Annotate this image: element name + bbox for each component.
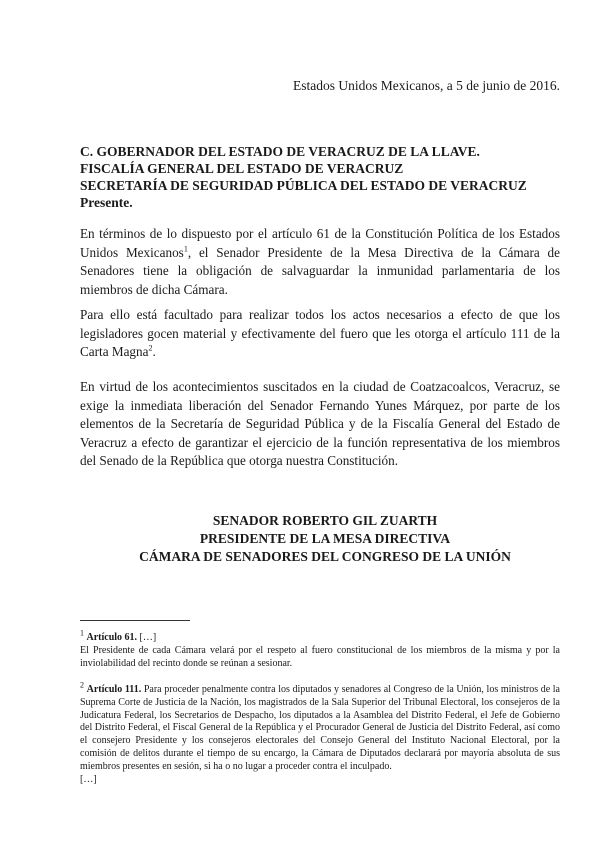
signature-title: PRESIDENTE DE LA MESA DIRECTIVA xyxy=(199,531,451,546)
footnote-ref-2: 2 xyxy=(148,343,153,353)
addressee-fiscalia: FISCALÍA GENERAL DEL ESTADO DE VERACRUZ xyxy=(80,161,404,176)
date-line: Estados Unidos Mexicanos, a 5 de junio de 2016. xyxy=(293,78,560,93)
footnote-2-ellipsis: […] xyxy=(80,773,97,785)
footnote-2-heading: Artículo 111. xyxy=(86,684,142,695)
footnote-2 xyxy=(80,680,560,786)
footnote-1-text: El Presidente de cada Cámara velará por el respeto al fuero constitucional de los miembros de la misma y por la inviolabilidad del recinto donde se reúnan a sesionar. xyxy=(80,644,560,669)
footnote-1-ellipsis: […] xyxy=(137,632,157,643)
signature-name: SENADOR ROBERTO GIL ZUARTH xyxy=(212,513,438,528)
p2-text-b: . xyxy=(152,344,156,359)
addressee-governor: C. GOBERNADOR DEL ESTADO DE VERACRUZ DE LA LLAVE. xyxy=(80,144,480,159)
paragraph-article-61 xyxy=(80,225,560,299)
p1-text-a: En términos de lo dispuesto por el artículo 61 de la Constitución Política de los Estados Unidos Mexicanos xyxy=(80,226,560,260)
paragraph-article-111 xyxy=(80,306,560,362)
addressee-presente: Presente. xyxy=(80,195,133,210)
addressee-secretaria: SECRETARÍA DE SEGURIDAD PÚBLICA DEL ESTADO DE VERACRUZ xyxy=(80,178,527,193)
footnote-2-number: 2 xyxy=(80,680,84,690)
footnote-1 xyxy=(80,628,560,670)
addressee-block xyxy=(80,143,560,211)
paragraph-demand: En virtud de los acontecimientos suscitados en la ciudad de Coatzacoalcos, Veracruz, se exige la inmediata liberación del Senador Fernando Yunes Márquez, por parte de los elementos de la Secretaría de Seguridad Pública y de la Fiscalía General del Estado de Veracruz a efecto de garantizar el ejercicio de la función representativa de los miembros del Senado de la República que otorga nuestra Constitución. xyxy=(80,379,560,468)
footnote-1-heading: Artículo 61. xyxy=(86,632,138,643)
footnote-1-number: 1 xyxy=(80,628,84,638)
p2-text-a: Para ello está facultado para realizar todos los actos necesarios a efecto de que los legisladores gocen material y efectivamente del fuero que les otorga el artículo 111 de la Carta Magna xyxy=(80,307,560,359)
signature-institution: CÁMARA DE SENADORES DEL CONGRESO DE LA UNIÓN xyxy=(139,549,511,564)
footnote-2-text: Para proceder penalmente contra los diputados y senadores al Congreso de la Unión, los ministros de la Suprema Corte de Justicia de la Nación, los magistrados de la Sala Superior del Tribunal Electoral, los consejeros de la Judicatura Federal, los Secretarios de Despacho, los diputados a la Asamblea del Distrito Federal, el Jefe de Gobierno del Distrito Federal, el Fiscal General de la República y el Procurador General de Justicia del Distrito Federal, así como el consejero Presidente y los consejeros electorales del Consejo General del Instituto Nacional Electoral, por la comisión de delitos durante el tiempo de su encargo, la Cámara de Diputados declarará por mayoría absoluta de sus miembros presentes en sesión, si ha o no lugar a proceder contra el inculpado. xyxy=(80,684,560,772)
footnote-divider xyxy=(80,620,190,621)
signature-block xyxy=(100,512,550,566)
footnote-ref-1: 1 xyxy=(183,244,188,254)
p1-text-b: , el Senador Presidente de la Mesa Directiva de la Cámara de Senadores tiene la obligación de salvaguardar la inmunidad parlamentaria de los miembros de dicha Cámara. xyxy=(80,244,561,297)
